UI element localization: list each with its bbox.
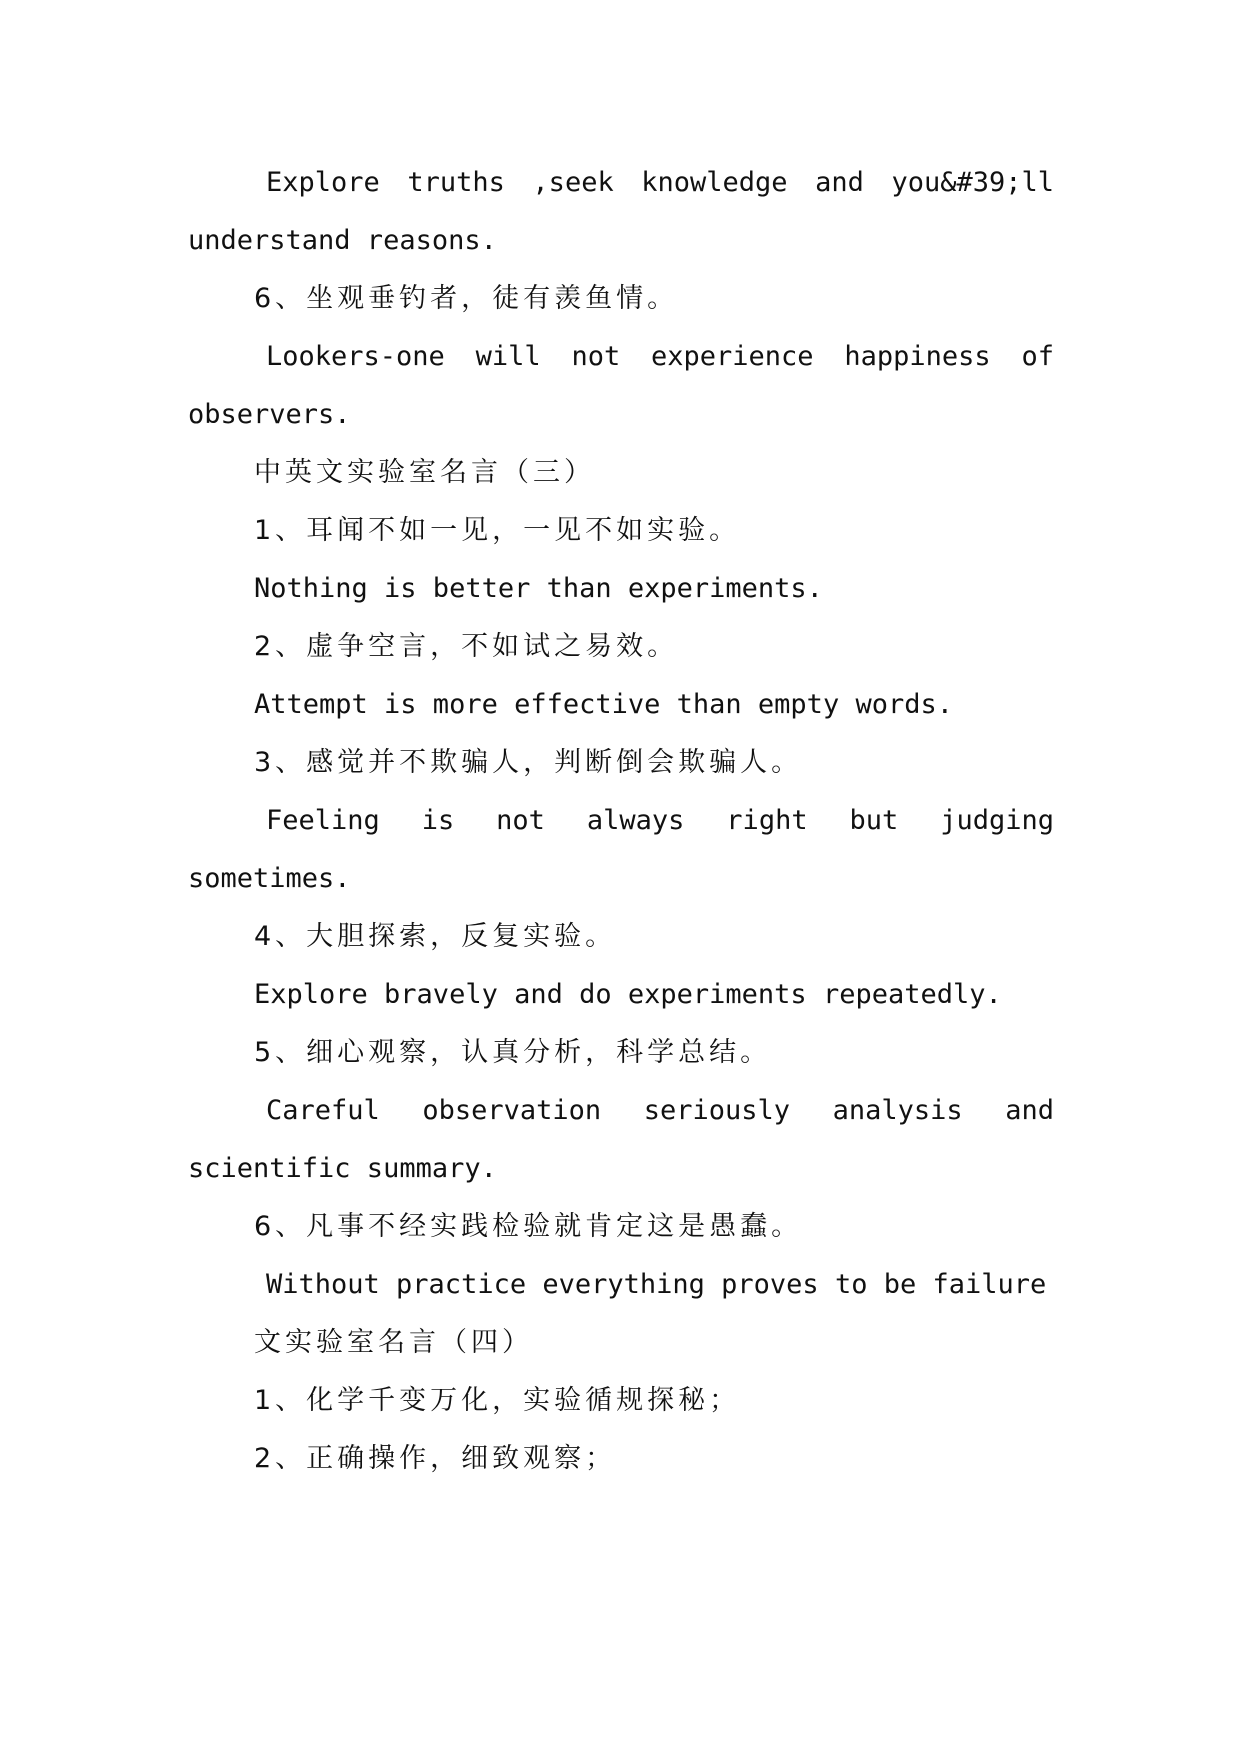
paragraph-quote-6-zh: 6、坐观垂钓者，徒有羡鱼情。 [254, 283, 679, 314]
paragraph-quote-5-en: Careful observation seriously analysis and scientific summary. [188, 1095, 1054, 1184]
paragraph-section4-quote-1: 1、化学千变万化，实验循规探秘； [254, 1385, 741, 1416]
paragraph-section4-quote-2: 2、正确操作，细致观察； [254, 1443, 617, 1474]
paragraph-quote-6b-zh: 6、凡事不经实践检验就肯定这是愚蠢。 [254, 1211, 803, 1242]
paragraph-quote-6-en: Lookers-one will not experience happiness of observers. [188, 341, 1054, 430]
document-body [188, 154, 1054, 1488]
paragraph-quote-1-en: Nothing is better than experiments. [254, 573, 823, 604]
paragraph-quote-3-zh: 3、感觉并不欺骗人，判断倒会欺骗人。 [254, 747, 803, 778]
paragraph-quote-4-en: Explore bravely and do experiments repeatedly. [254, 979, 1002, 1010]
paragraph-quote-2-en: Attempt is more effective than empty words. [254, 689, 953, 720]
paragraph-quote-5-zh: 5、细心观察，认真分析，科学总结。 [254, 1037, 772, 1068]
section-heading-4: 文实验室名言（四） [254, 1327, 533, 1358]
paragraph-explore-truths: Explore truths ,seek knowledge and you&#39;ll understand reasons. [188, 167, 1054, 256]
paragraph-quote-1-zh: 1、耳闻不如一见，一见不如实验。 [254, 515, 741, 546]
paragraph-quote-3-en: Feeling is not always right but judging sometimes. [188, 805, 1054, 894]
paragraph-quote-4-zh: 4、大胆探索，反复实验。 [254, 921, 617, 952]
paragraph-quote-2-zh: 2、虚争空言，不如试之易效。 [254, 631, 679, 662]
paragraph-quote-6b-en: Without practice everything proves to be failure [266, 1269, 1047, 1300]
section-heading-3: 中英文实验室名言（三） [254, 457, 595, 488]
